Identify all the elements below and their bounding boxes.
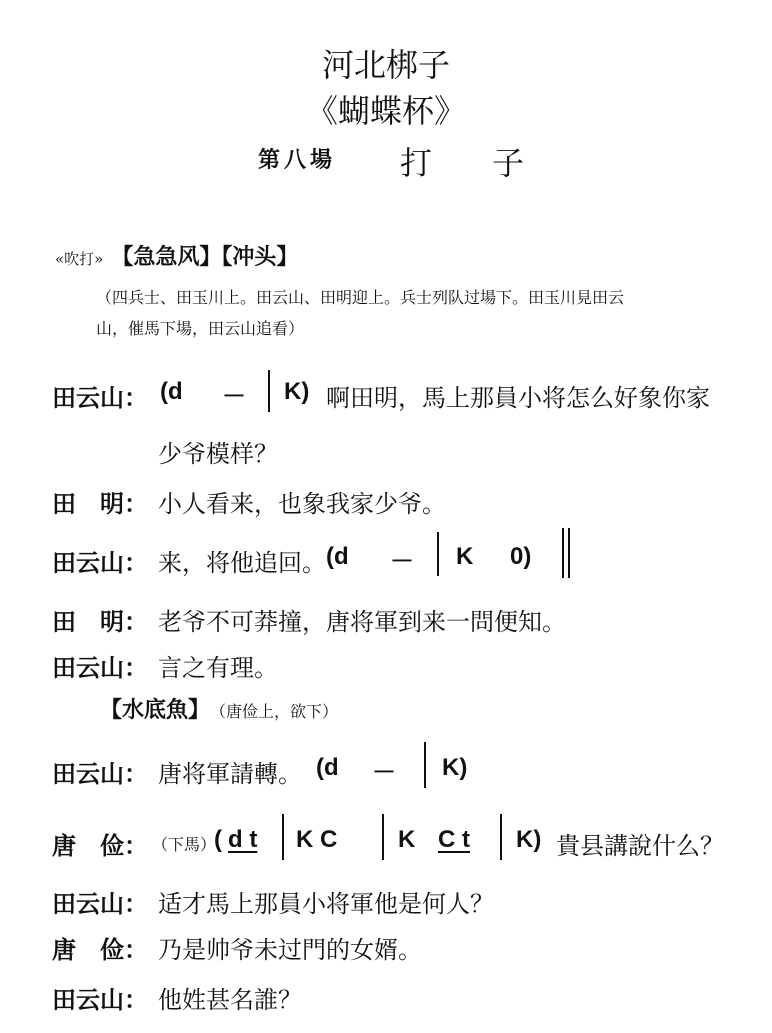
speaker: 田云山： bbox=[52, 759, 148, 788]
percussion-close: K) bbox=[516, 826, 542, 853]
dialogue-text: 唐将軍請轉。 bbox=[158, 760, 302, 788]
cue-tunes: 【急急风】【冲头】 bbox=[111, 244, 299, 270]
bar-line bbox=[437, 532, 439, 576]
percussion-dt: d t bbox=[228, 826, 258, 853]
speaker: 田云山： bbox=[52, 383, 148, 412]
percussion-close: K) bbox=[284, 378, 310, 405]
dialogue-text: 来，将他追回。 bbox=[158, 549, 326, 577]
percussion-open: (d bbox=[326, 543, 349, 570]
stage-direction-line-1: （四兵士、田玉川上。田云山、田明迎上。兵士列队过場下。田玉川見田云 bbox=[96, 288, 625, 307]
music-cue bbox=[55, 240, 298, 271]
dialogue-text: 老爷不可莽撞，唐将軍到来一問便知。 bbox=[158, 608, 566, 636]
speaker: 唐 俭： bbox=[52, 831, 148, 860]
bar-line bbox=[424, 742, 426, 788]
percussion-kc: K C bbox=[296, 826, 338, 853]
dialogue-text: 小人看来，也象我家少爷。 bbox=[158, 490, 446, 518]
bar-line bbox=[282, 814, 284, 860]
dialogue-text: 他姓甚名誰？ bbox=[158, 986, 302, 1014]
percussion-open: (d bbox=[316, 754, 339, 781]
tune-name: 【水底魚】 bbox=[100, 697, 211, 723]
percussion-rest: － bbox=[372, 759, 396, 786]
play-title: 《蝴蝶杯》 bbox=[305, 92, 466, 130]
speaker: 田 明： bbox=[52, 489, 148, 518]
percussion-rest: － bbox=[222, 383, 246, 410]
scene-label: 第八場 bbox=[258, 147, 337, 173]
percussion-k: K bbox=[398, 826, 416, 853]
stage-direction-inline: （下馬） bbox=[152, 835, 217, 854]
genre-title: 河北梆子 bbox=[321, 46, 450, 84]
tune-direction: （唐俭上，欲下） bbox=[218, 702, 339, 721]
double-bar-line bbox=[568, 528, 570, 578]
bar-line bbox=[382, 814, 384, 860]
percussion-k: K bbox=[456, 543, 474, 570]
speaker: 田云山： bbox=[52, 548, 148, 577]
scene-name: 打子 bbox=[400, 144, 585, 182]
bar-line bbox=[268, 370, 270, 412]
bar-line bbox=[500, 814, 502, 860]
dialogue-text: 言之有理。 bbox=[158, 654, 278, 682]
percussion-ct: C t bbox=[438, 826, 470, 853]
double-bar-line bbox=[562, 528, 564, 578]
dialogue-text: 啊田明，馬上那員小将怎么好象你家 bbox=[326, 384, 710, 412]
music-cue bbox=[100, 693, 338, 724]
dialogue-text-continued: 少爷模样？ bbox=[158, 440, 278, 468]
dialogue-text: 适才馬上那員小将軍他是何人？ bbox=[158, 890, 494, 918]
dialogue-text: 乃是帅爷未过門的女婿。 bbox=[158, 936, 422, 964]
cue-prefix: «吹打» bbox=[55, 250, 104, 268]
percussion-open: (d bbox=[160, 378, 183, 405]
speaker: 田云山： bbox=[52, 653, 148, 682]
percussion-rest: － bbox=[390, 548, 414, 575]
speaker: 田云山： bbox=[52, 985, 148, 1014]
percussion-open: ( bbox=[214, 826, 222, 853]
speaker: 田云山： bbox=[52, 889, 148, 918]
stage-direction-line-2: 山，催馬下場，田云山追看） bbox=[96, 319, 305, 338]
percussion-close: 0) bbox=[510, 543, 532, 570]
speaker: 唐 俭： bbox=[52, 935, 148, 964]
dialogue-text: 貴县講說什么？ bbox=[556, 832, 724, 860]
speaker: 田 明： bbox=[52, 607, 148, 636]
percussion-close: K) bbox=[442, 754, 468, 781]
